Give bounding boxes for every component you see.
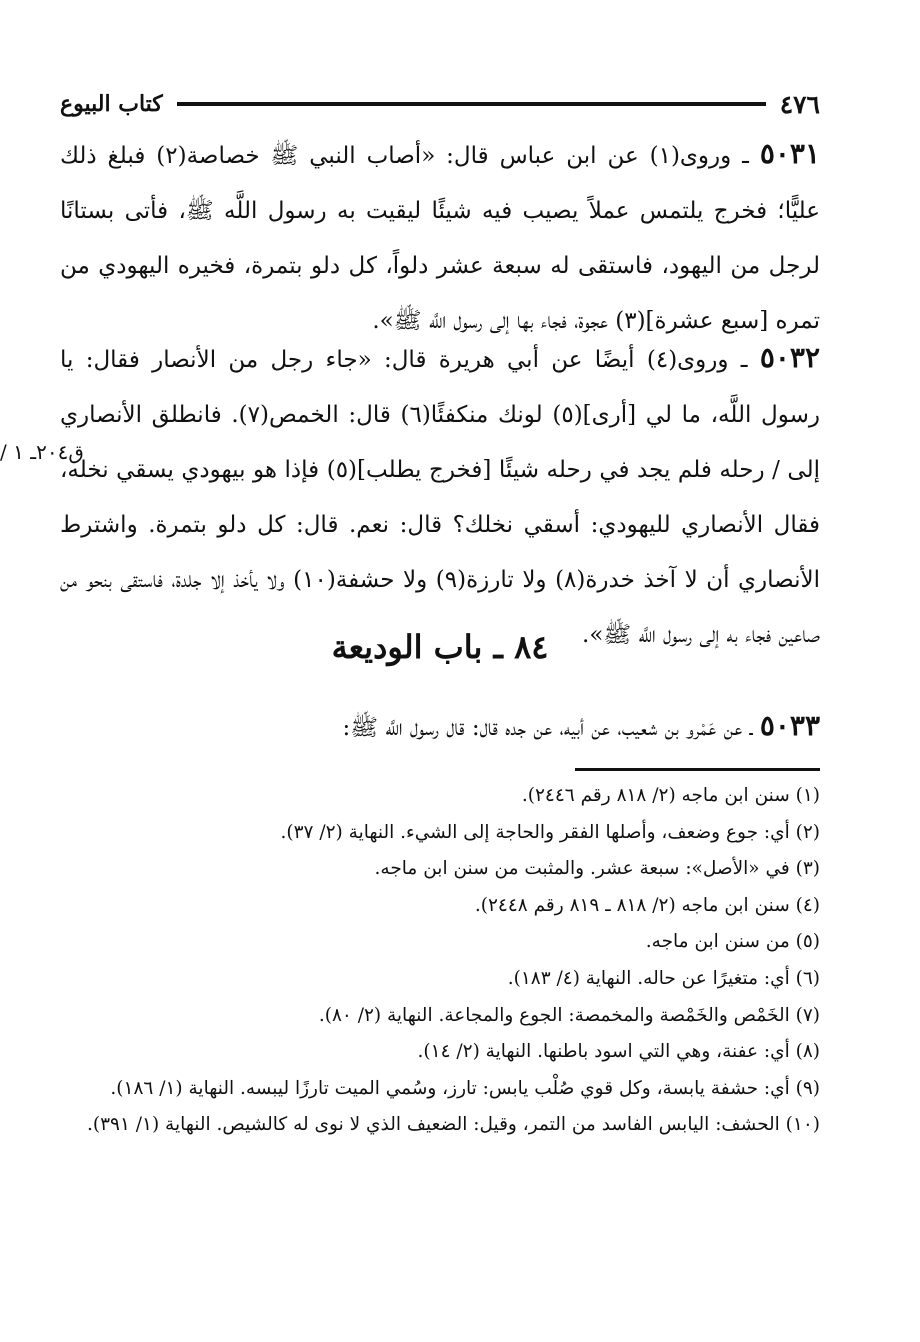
footnotes-list [60, 778, 820, 1144]
hadith-number: ٥٠٣١ [759, 137, 820, 170]
hadith-text: ـ عن عَمْرو بن شعيب، عن أبيه، عن جده قال: قال رسول اللَّه ﷺ: [342, 715, 753, 741]
hadith-5033 [60, 698, 820, 756]
footnote: (١٠) الحشف: اليابس الفاسد من التمر، وقيل: الضعيف الذي لا نوى له كالشيص. النهاية (١/ ٣٩١). [86, 1114, 820, 1136]
hadith-text: ـ وروى(٤) أيضًا عن أبي هريرة قال: «جاء رجل من الأنصار فقال: يا رسول اللَّه، ما لي [أرى](٥) لونك منكفئًا(٦) قال: الخمص(٧). فانطلق الأنصاري إلى / رحله فلم يجد في رحله شيئًا [فخرج يطلب](٥) فإذا هو بيهودي يسقي نخله، فقال الأنصاري لليهودي: أسقي نخلك؟ قال: نعم. قال: كل دلو بتمرة. واشترط الأنصاري أن لا آخذ خدرة(٨) ولا تارزة(٩) ولا حشفة(١٠) ولا يأخذ إلا جلدة، فاستقى بنحو من صاعين فجاء به إلى رسول اللَّه ﷺ». [60, 347, 820, 648]
footnote: (٤) سنن ابن ماجه (٢/ ٨١٨ ـ ٨١٩ رقم ٢٤٤٨). [474, 894, 820, 916]
footnote: (٧) الخَمْص والخَمْصة والمخمصة: الجوع والمجاعة. النهاية (٢/ ٨٠). [318, 1004, 820, 1026]
hadith-5031 [60, 126, 820, 349]
footnote: (٦) أي: متغيرًا عن حاله. النهاية (٤/ ١٨٣). [507, 967, 820, 989]
footnote: (٩) أي: حشفة يابسة، وكل قوي صُلْب يابس: تارز، وسُمي الميت تارزًا ليبسه. النهاية (١/ ١٨٦). [110, 1077, 820, 1099]
footnote: (١) سنن ابن ماجه (٢/ ٨١٨ رقم ٢٤٤٦). [521, 785, 820, 806]
running-title: كتاب البيوع [60, 91, 163, 117]
hadith-number: ٥٠٣٣ [759, 709, 820, 742]
footnote: (٨) أي: عفنة، وهي التي اسود باطنها. النهاية (٢/ ١٤). [417, 1041, 820, 1063]
hadith-number: ٥٠٣٢ [759, 341, 820, 374]
header-rule [177, 102, 766, 106]
page-header [60, 84, 820, 124]
footnote: (٣) في «الأصل»: سبعة عشر. والمثبت من سنن ابن ماجه. [374, 858, 820, 880]
hadith-text: ـ وروى(١) عن ابن عباس قال: «أصاب النبي ﷺ خصاصة(٢) فبلغ ذلك عليًّا؛ فخرج يلتمس عملاً يصيب فيه شيئًا ليقيت به رسول اللَّه ﷺ، فأتى بستانًا لرجل من اليهود، فاستقى له سبعة عشر دلواً، كل دلو بتمرة، فخيره اليهودي من تمره [سبع عشرة](٣) عجوة، فجاء بها إلى رسول اللَّه ﷺ». [60, 143, 820, 334]
manuscript-folio-note: / ق٢٠٤ـ ١ [0, 440, 84, 464]
hadith-5032 [60, 330, 820, 663]
footnote-separator [575, 768, 820, 771]
footnote: (٢) أي: جوع وضعف، وأصلها الفقر والحاجة إلى الشيء. النهاية (٢/ ٣٧). [280, 821, 820, 843]
page-number: ٤٧٦ [779, 89, 820, 119]
chapter-heading: ٨٤ ـ باب الوديعة [331, 628, 549, 666]
footnote: (٥) من سنن ابن ماجه. [645, 931, 820, 953]
